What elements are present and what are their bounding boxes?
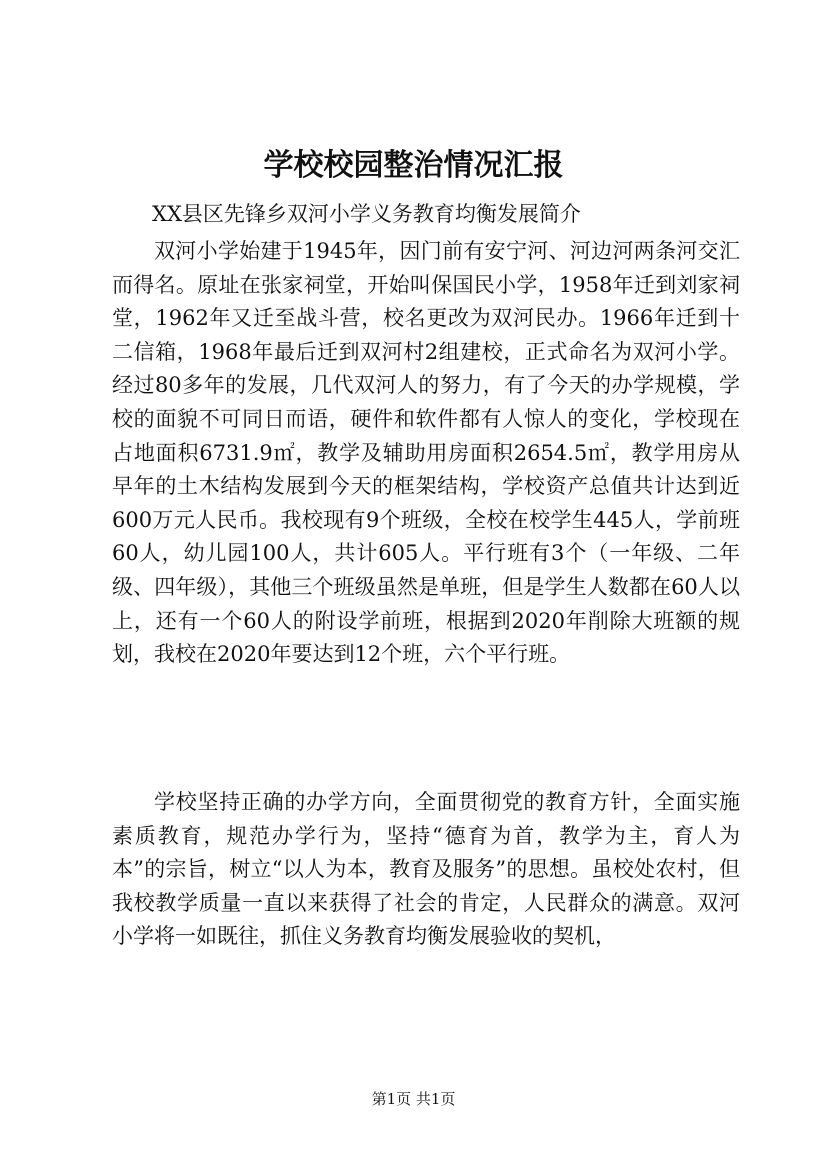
document-subtitle: XX县区先锋乡双河小学义务教育均衡发展简介 <box>152 202 581 226</box>
paragraph-history: 双河小学始建于1945年，因门前有安宁河、河边河两条河交汇而得名。原址在张家祠堂，开始叫保国民小学，1958年迁到刘家祠堂，1962年又迁至战斗营，校名更改为双河民办。1966年迁到十二信箱，1968年最后迁到双河村2组建校，正式命名为双河小学。经过80多年的发展，几代双河人的努力，有了今天的办学规模，学校的面貌不可同日而语，硬件和软件都有人惊人的变化，学校现在占地面积6731.9㎡，教学及辅助用房面积2654.5㎡，教学用房从早年的土木结构发展到今天的框架结构，学校资产总值共计达到近600万元人民币。我校现有9个班级，全校在校学生445人，学前班60人，幼儿园100人，共计605人。平行班有3个（一年级、二年级、四年级），其他三个班级虽然是单班，但是学生人数都在60人以上，还有一个60人的附设学前班，根据到2020年削除大班额的规划，我校在2020年要达到12个班，六个平行班。 <box>112 239 740 667</box>
paragraph-philosophy: 学校坚持正确的办学方向，全面贯彻党的教育方针，全面实施素质教育，规范办学行为，坚持“德育为首，教学为主，育人为本”的宗旨，树立“以人为本，教育及服务”的思想。虽校处农村，但我校教学质量一直以来获得了社会的肯定，人民群众的满意。双河小学将一如既往，抓住义务教育均衡发展验收的契机， <box>112 790 740 949</box>
page-footer: 第1页 共1页 <box>371 1090 456 1108</box>
document-title: 学校校园整治情况汇报 <box>263 148 564 183</box>
